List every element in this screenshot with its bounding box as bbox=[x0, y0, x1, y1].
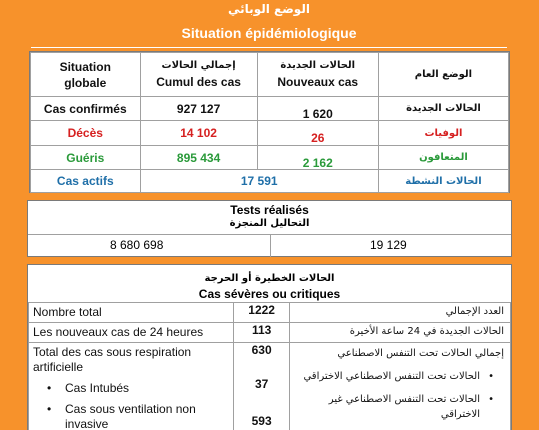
nouveaux-confirmes: 1 620 bbox=[257, 97, 378, 121]
severe-table bbox=[28, 302, 511, 430]
severe-sub-intubes-value: 37 bbox=[254, 377, 269, 391]
severe-sub-list-ar bbox=[296, 369, 504, 422]
header-cumul: إجمالي الحالات Cumul des cas bbox=[140, 53, 257, 97]
severe-row-new-ar: الحالات الجديدة في 24 ساعة الأخيرة bbox=[290, 323, 511, 343]
severe-row-resp-ar: إجمالي الحالات تحت التنفس الاصطناعي • الحالات تحت التنفس الاصطناعي الاختراقي • الحالات تحت التنفس الاصطناعي غير الاختراقي bbox=[290, 343, 511, 430]
header-title-ar: الوضع الوبائي bbox=[228, 2, 310, 16]
header-title-fr: Situation épidémiologique bbox=[181, 25, 357, 41]
nouveaux-deces: 26 bbox=[257, 121, 378, 146]
severe-title-ar: الحالات الخطيرة أو الحرجة bbox=[204, 273, 335, 284]
row-label-confirmes: Cas confirmés bbox=[31, 97, 141, 121]
tests-title-ar: التحاليل المنجزة bbox=[229, 218, 310, 229]
severe-row-total-ar: العدد الإجمالي bbox=[290, 303, 511, 323]
header-banner bbox=[31, 0, 507, 45]
situation-table bbox=[30, 52, 509, 193]
severe-sub-intubes-ar: • الحالات تحت التنفس الاصطناعي الاختراقي bbox=[296, 369, 504, 384]
cumul-confirmes: 927 127 bbox=[140, 97, 257, 121]
row-label-deces: Décès bbox=[31, 121, 141, 146]
severe-row-new-fr: Les nouveaux cas de 24 heures bbox=[29, 323, 234, 343]
tests-new: 19 129 bbox=[370, 238, 407, 252]
severe-title-fr: Cas sévères ou critiques bbox=[198, 287, 341, 301]
row-label-gueris-ar: المتعافون bbox=[378, 146, 508, 170]
nouveaux-gueris: 2 162 bbox=[257, 146, 378, 170]
header-nouveaux: الحالات الجديدة Nouveaux cas bbox=[257, 53, 378, 97]
severe-sub-vni-value: 593 bbox=[251, 414, 272, 428]
value-actifs: 17 591 bbox=[140, 170, 378, 193]
header-divider bbox=[31, 47, 507, 48]
row-label-confirmes-ar: الحالات الجديدة bbox=[378, 97, 508, 121]
tests-total: 8 680 698 bbox=[110, 238, 164, 252]
cumul-gueris: 895 434 bbox=[140, 146, 257, 170]
tests-title-fr: Tests réalisés bbox=[230, 203, 309, 217]
severe-sub-intubes-fr: • Cas Intubés bbox=[33, 381, 229, 396]
row-label-actifs-ar: الحالات النشطة bbox=[378, 170, 508, 193]
tests-vdivider bbox=[270, 234, 271, 257]
severe-sub-vni-ar: • الحالات تحت التنفس الاصطناعي غير الاختراقي bbox=[296, 392, 504, 422]
severe-sub-vni-fr: • Cas sous ventilation non invasive bbox=[33, 402, 229, 430]
severe-row-resp-value: 630 37 593 bbox=[233, 343, 290, 430]
row-label-deces-ar: الوفيات bbox=[378, 121, 508, 146]
header-situation-globale: Situation globale bbox=[31, 53, 141, 97]
severe-row-resp-fr: Total des cas sous respiration artificielle • Cas Intubés • Cas sous ventilation non invasive bbox=[29, 343, 234, 430]
cumul-deces: 14 102 bbox=[140, 121, 257, 146]
severe-row-new-value: 113 bbox=[233, 323, 290, 343]
tests-panel bbox=[27, 200, 512, 257]
severe-panel bbox=[27, 264, 512, 430]
severe-row-total-value: 1222 bbox=[233, 303, 290, 323]
severe-sub-list-fr bbox=[33, 381, 229, 430]
row-label-gueris: Guéris bbox=[31, 146, 141, 170]
situation-table-panel bbox=[29, 51, 510, 193]
row-label-actifs: Cas actifs bbox=[31, 170, 141, 193]
severe-row-total-fr: Nombre total bbox=[29, 303, 234, 323]
header-situation-ar: الوضع العام bbox=[378, 53, 508, 97]
